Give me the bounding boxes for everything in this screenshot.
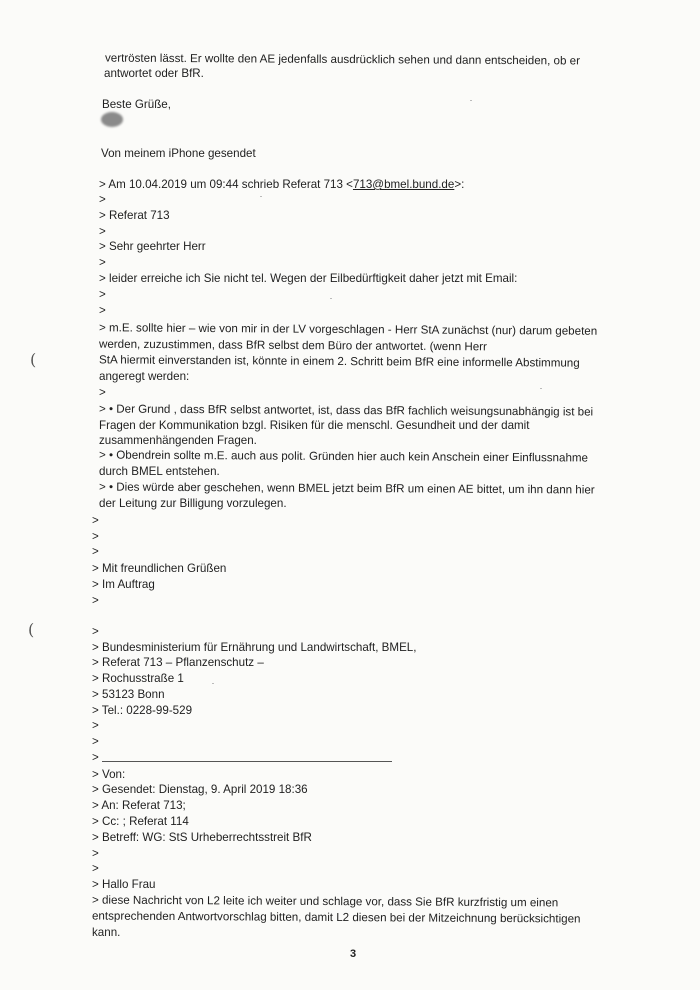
text-line: der Leitung zur Billigung vorzulegen. — [99, 497, 287, 510]
text-line: werden, zuzustimmen, dass BfR selbst dem Büro der antwortet. (wenn Herr — [98, 337, 487, 354]
quote-marker: > — [92, 847, 99, 860]
header-sent: > Gesendet: Dienstag, 9. April 2019 18:36 — [92, 783, 308, 796]
org-line: > Referat 713 – Pflanzenschutz – — [92, 656, 264, 669]
quote-marker: > — [99, 386, 106, 399]
quote-marker: > — [99, 256, 106, 269]
closing-line: > Im Auftrag — [92, 578, 155, 591]
header-subject: > Betreff: WG: StS Urheberrechtsstreit BfR — [92, 831, 312, 844]
scan-speck — [330, 298, 332, 299]
org-line: > Bundesministerium für Ernährung und Landwirtschaft, BMEL, — [92, 641, 417, 654]
scan-speck — [260, 196, 262, 197]
text-line: vertrösten lässt. Er wollte den AE jedenfalls ausdrücklich sehen und dann entscheiden, ob er — [104, 51, 581, 68]
closing-greeting: Beste Grüße, — [102, 98, 171, 111]
closing-line: > Mit freundlichen Grüßen — [92, 562, 227, 575]
quote-marker: > — [92, 735, 99, 748]
text-line: zusammenhängenden Fragen. — [99, 434, 257, 447]
address-line: > Rochusstraße 1 — [92, 672, 184, 685]
quote-marker: > — [92, 530, 99, 543]
scan-speck — [540, 388, 542, 389]
text-line: durch BMEL entstehen. — [99, 465, 220, 478]
quote-marker: > — [92, 719, 99, 732]
text-line: StA hiermit einverstanden ist, könnte in einem 2. Schritt beim BfR eine informelle Abstimmung — [98, 353, 580, 370]
quote-marker: > — [92, 545, 99, 558]
salutation-line: > Sehr geehrter Herr — [99, 240, 206, 253]
page-number: 3 — [350, 948, 357, 960]
quoted-header-line: > Am 10.04.2019 um 09:44 schrieb Referat 713 <713@bmel.bund.de>: — [99, 178, 465, 191]
header-cc: > Cc: ; Referat 114 — [92, 815, 189, 828]
redacted-signature — [101, 112, 123, 127]
email-link[interactable]: 713@bmel.bund.de — [352, 178, 455, 191]
bullet-line: > • Obendrein sollte m.E. auch aus polit. Gründen hier auch kein Anschein einer Einflussnahme — [98, 448, 589, 465]
text-line: > m.E. sollte hier – wie von mir in der LV vorgeschlagen - Herr StA zunächst (nur) darum gebeten — [98, 321, 598, 338]
text-line: kann. — [92, 926, 121, 939]
scan-speck — [212, 683, 214, 684]
quote-marker: > — [99, 304, 106, 317]
signature-line: > — [92, 625, 99, 638]
text-line: entsprechenden Antwortvorschlag bitten, damit L2 diesen bei der Mitzeichnung berücksichtigen — [91, 909, 581, 926]
bullet-line: > • Der Grund , dass BfR selbst antwortet, ist, dass das BfR fachlich weisungsunabhängig ist bei — [98, 402, 594, 419]
header-from: > Von: — [92, 768, 126, 781]
text-line: > leider erreiche ich Sie nicht tel. Wegen der Eilbedürftigkeit daher jetzt mit Email: — [99, 272, 518, 285]
address-line: > 53123 Bonn — [92, 688, 165, 701]
header-to: > An: Referat 713; — [92, 799, 186, 812]
quote-marker: > — [92, 514, 99, 527]
mobile-signature: Von meinem iPhone gesendet — [101, 147, 256, 160]
quote-marker: > — [92, 751, 99, 764]
quote-marker: > — [99, 193, 106, 206]
text-line: antwortet oder BfR. — [104, 67, 204, 80]
margin-punch-mark: ( — [28, 620, 35, 639]
quote-marker: > — [99, 288, 106, 301]
text-line: > Referat 713 — [99, 209, 170, 222]
text-line: angeregt werden: — [99, 370, 190, 383]
header-separator — [102, 761, 392, 762]
salutation-line: > Hallo Frau — [92, 878, 156, 891]
scan-speck — [470, 100, 472, 101]
quote-marker: > — [99, 225, 106, 238]
phone-line: > Tel.: 0228-99-529 — [92, 704, 193, 717]
text-line: > diese Nachricht von L2 leite ich weiter und schlage vor, dass Sie BfR kurzfristig um einen — [91, 893, 559, 910]
bullet-line: > • Dies würde aber geschehen, wenn BMEL jetzt beim BfR um einen AE bittet, um ihn dann hier — [98, 480, 595, 497]
quote-marker: > — [92, 862, 99, 875]
margin-punch-mark: ( — [30, 350, 37, 369]
text-line: Fragen der Kommunikation bzgl. Risiken für die menschl. Gesundheit und der damit — [99, 419, 530, 432]
signature-line: > — [92, 594, 99, 607]
